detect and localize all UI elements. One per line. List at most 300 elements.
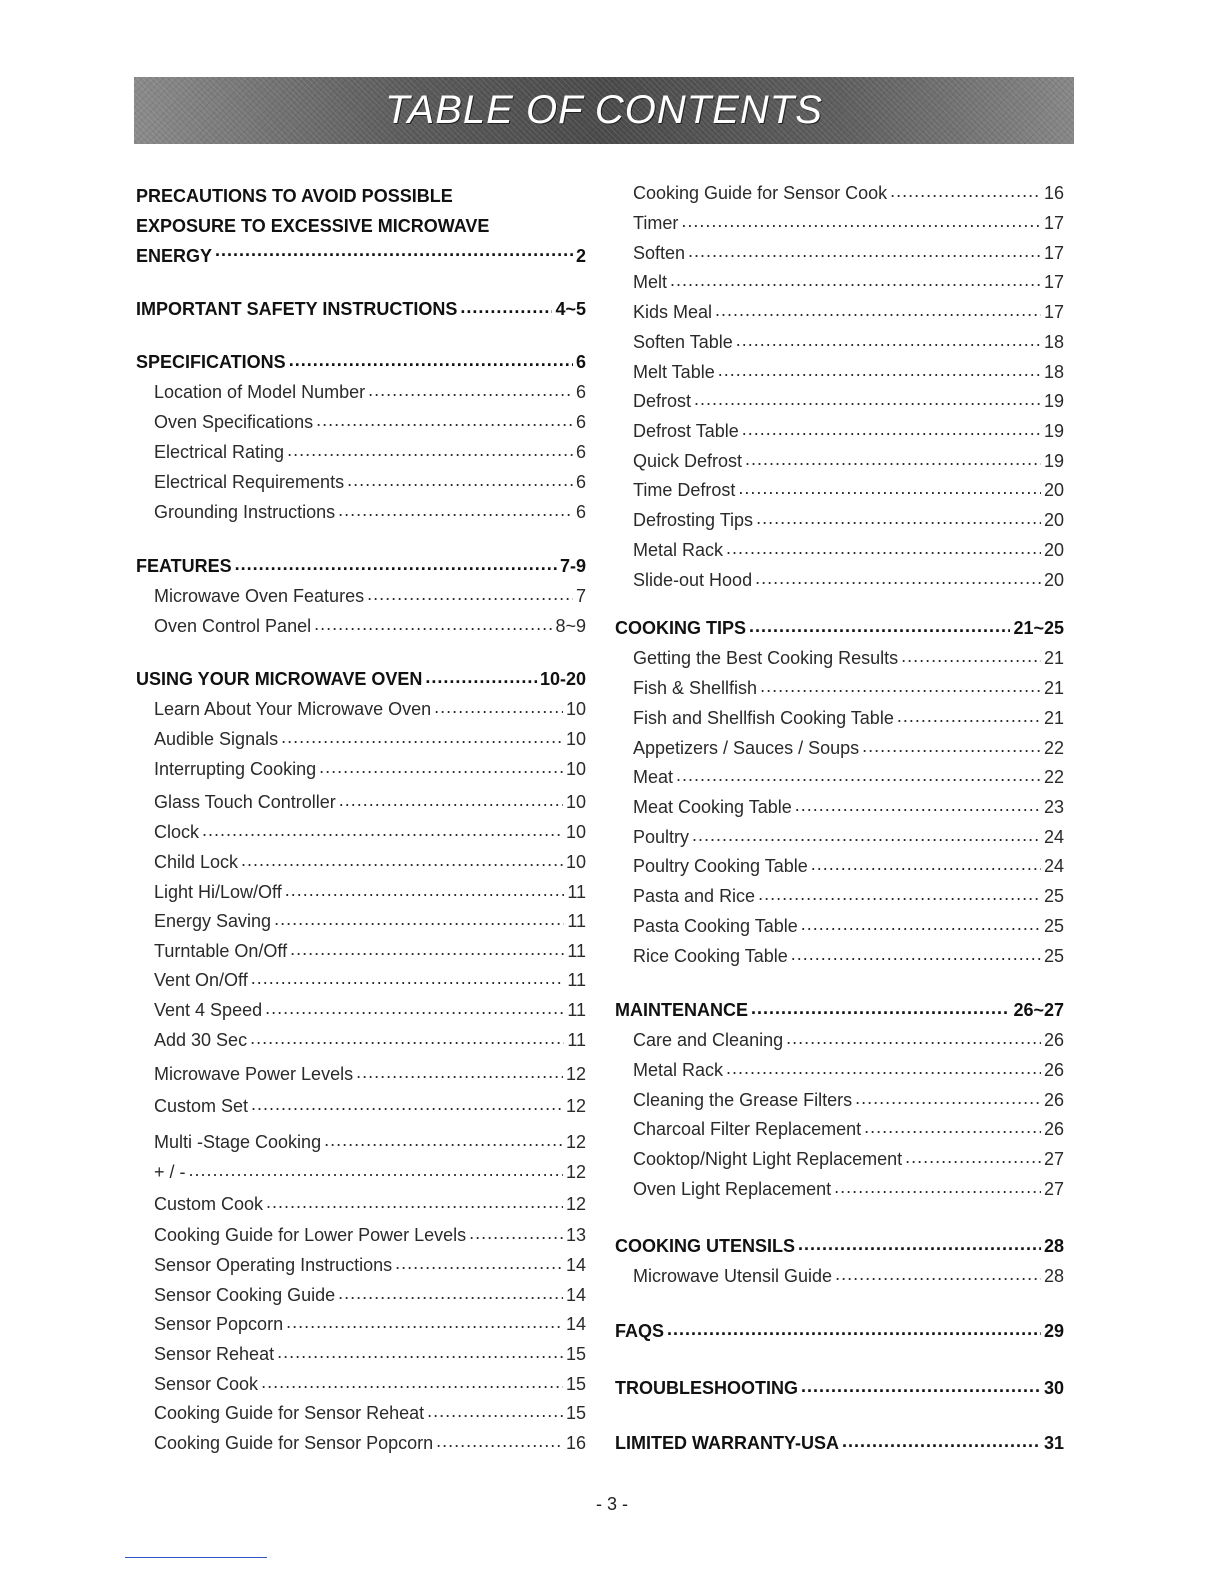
toc-page: 26~27: [1013, 1000, 1064, 1020]
toc-item[interactable]: [615, 419, 1064, 442]
toc-item[interactable]: [136, 1401, 586, 1424]
page-title: TABLE OF CONTENTS: [385, 88, 823, 132]
toc-label: USING YOUR MICROWAVE OVEN: [136, 669, 423, 689]
toc-label: PRECAUTIONS TO AVOID POSSIBLE: [136, 186, 453, 206]
toc-label: Poultry: [633, 827, 690, 847]
toc-page: 16: [1043, 183, 1064, 203]
toc-page: 10: [565, 759, 586, 779]
toc-label: Defrosting Tips: [633, 510, 754, 530]
toc-page: 17: [1043, 243, 1064, 263]
dot-leader: [758, 884, 1041, 902]
dot-leader: [676, 765, 1041, 783]
toc-page: 11: [567, 970, 586, 990]
toc-label: LIMITED WARRANTY-USA: [615, 1433, 839, 1453]
toc-page: 27: [1043, 1179, 1064, 1199]
toc-item[interactable]: [615, 646, 1064, 669]
toc-page: 19: [1043, 421, 1064, 441]
toc-label: Cleaning the Grease Filters: [633, 1090, 853, 1110]
toc-page: 13: [565, 1225, 586, 1245]
toc-label: Meat: [633, 767, 674, 787]
toc-page: 14: [565, 1255, 586, 1275]
dot-leader: [791, 944, 1041, 962]
toc-page: 12: [565, 1132, 586, 1152]
toc-section-cooking-tips[interactable]: [615, 616, 1064, 639]
dot-leader: [801, 914, 1041, 932]
toc-item[interactable]: [136, 1192, 586, 1215]
dot-leader: [801, 1376, 1041, 1394]
toc-page: 25: [1043, 916, 1064, 936]
toc-page: 19: [1043, 391, 1064, 411]
toc-item[interactable]: [136, 1160, 586, 1183]
toc-label: Appetizers / Sauces / Soups: [633, 738, 860, 758]
dot-leader: [751, 998, 1010, 1016]
dot-leader: [285, 880, 565, 898]
toc-label: COOKING UTENSILS: [615, 1236, 796, 1256]
toc-page: 6: [575, 352, 586, 372]
toc-item[interactable]: [136, 1094, 586, 1117]
toc-section-troubleshooting[interactable]: [615, 1376, 1064, 1399]
toc-page: 15: [565, 1403, 586, 1423]
toc-item[interactable]: [615, 330, 1064, 353]
toc-label: Vent 4 Speed: [154, 1000, 263, 1020]
dot-leader: [681, 211, 1041, 229]
toc-page: 7-9: [559, 556, 586, 576]
toc-label: Electrical Rating: [154, 442, 285, 462]
toc-label: Melt: [633, 272, 668, 292]
dot-leader: [786, 1028, 1041, 1046]
toc-item[interactable]: [136, 998, 586, 1021]
dot-leader: [795, 795, 1041, 813]
dot-leader: [811, 854, 1041, 872]
toc-page: 11: [567, 1030, 586, 1050]
toc-label: Interrupting Cooking: [154, 759, 317, 779]
toc-page: 6: [575, 442, 586, 462]
toc-label: Multi -Stage Cooking: [154, 1132, 322, 1152]
dot-leader: [235, 554, 557, 572]
dot-leader: [338, 500, 573, 518]
toc-label: Slide-out Hood: [633, 570, 753, 590]
dot-leader: [855, 1088, 1041, 1106]
toc-page: 10: [565, 822, 586, 842]
toc-page: 24: [1043, 827, 1064, 847]
dot-leader: [316, 410, 573, 428]
toc-page: 11: [567, 882, 586, 902]
toc-item[interactable]: [136, 939, 586, 962]
toc-page: 10: [565, 852, 586, 872]
toc-page: 11: [567, 911, 586, 931]
toc-label: Turntable On/Off: [154, 941, 288, 961]
toc-page: 15: [565, 1344, 586, 1364]
dot-leader: [842, 1431, 1041, 1449]
toc-page: 25: [1043, 946, 1064, 966]
toc-label: EXPOSURE TO EXCESSIVE MICROWAVE: [136, 216, 490, 236]
toc-item[interactable]: [615, 914, 1064, 937]
toc-label: Add 30 Sec: [154, 1030, 248, 1050]
toc-page: 2: [575, 246, 586, 266]
toc-label: Cooking Guide for Sensor Popcorn: [154, 1433, 434, 1453]
toc-page: 6: [575, 382, 586, 402]
toc-label: Kids Meal: [633, 302, 713, 322]
toc-item[interactable]: [136, 968, 586, 991]
toc-page: 6: [575, 502, 586, 522]
toc-label: Custom Cook: [154, 1194, 264, 1214]
toc-page: 17: [1043, 302, 1064, 322]
toc-item[interactable]: [136, 614, 586, 637]
dot-leader: [251, 968, 565, 986]
toc-item[interactable]: [136, 470, 586, 493]
toc-label: Fish & Shellfish: [633, 678, 758, 698]
dot-leader: [286, 1312, 563, 1330]
toc-page: 23: [1043, 797, 1064, 817]
toc-page: 22: [1043, 738, 1064, 758]
toc-label: Metal Rack: [633, 540, 724, 560]
toc-item[interactable]: [136, 697, 586, 720]
toc-section-warranty[interactable]: [615, 1431, 1064, 1454]
toc-section-utensils[interactable]: [615, 1234, 1064, 1257]
dot-leader: [241, 850, 563, 868]
toc-item[interactable]: [136, 727, 586, 750]
toc-label: Glass Touch Controller: [154, 792, 336, 812]
toc-item[interactable]: [136, 1253, 586, 1276]
toc-item[interactable]: [136, 380, 586, 403]
toc-label: Custom Set: [154, 1096, 249, 1116]
toc-label: COOKING TIPS: [615, 618, 747, 638]
toc-page: 11: [567, 1000, 586, 1020]
toc-label: Oven Specifications: [154, 412, 314, 432]
toc-section-specifications[interactable]: [136, 350, 586, 373]
dot-leader: [202, 820, 563, 838]
toc-label: Care and Cleaning: [633, 1030, 784, 1050]
toc-item[interactable]: [136, 757, 586, 780]
toc-item[interactable]: [615, 1147, 1064, 1170]
dot-leader: [715, 300, 1041, 318]
dot-leader: [834, 1177, 1041, 1195]
dot-leader: [890, 181, 1041, 199]
toc-page: 26: [1043, 1119, 1064, 1139]
toc-page: 17: [1043, 213, 1064, 233]
toc-item[interactable]: [615, 300, 1064, 323]
toc-item[interactable]: [615, 706, 1064, 729]
toc-label: Location of Model Number: [154, 382, 366, 402]
toc-label: FEATURES: [136, 556, 232, 576]
toc-page: 28: [1043, 1266, 1064, 1286]
toc-section-precautions[interactable]: [136, 181, 586, 271]
toc-label: FAQS: [615, 1321, 665, 1341]
toc-section-maintenance[interactable]: [615, 998, 1064, 1021]
toc-page: 28: [1043, 1236, 1064, 1256]
dot-leader: [319, 757, 563, 775]
dot-leader: [290, 939, 564, 957]
dot-leader: [718, 360, 1041, 378]
toc-label: Sensor Reheat: [154, 1344, 275, 1364]
toc-item[interactable]: [136, 1372, 586, 1395]
toc-item[interactable]: [136, 500, 586, 523]
toc-page: 12: [565, 1064, 586, 1084]
toc-page: 25: [1043, 886, 1064, 906]
dot-leader: [460, 297, 552, 315]
toc-page: 10-20: [539, 669, 586, 689]
toc-section-faqs[interactable]: [615, 1319, 1064, 1342]
toc-item[interactable]: [615, 884, 1064, 907]
toc-label: Pasta and Rice: [633, 886, 756, 906]
toc-page: 18: [1043, 362, 1064, 382]
toc-item[interactable]: [615, 854, 1064, 877]
toc-page: 22: [1043, 767, 1064, 787]
dot-leader: [261, 1372, 563, 1390]
toc-label: Time Defrost: [633, 480, 736, 500]
toc-page: 10: [565, 792, 586, 812]
toc-label: Oven Control Panel: [154, 616, 312, 636]
dot-leader: [755, 568, 1041, 586]
toc-item[interactable]: [136, 410, 586, 433]
toc-item[interactable]: [615, 508, 1064, 531]
dot-leader: [736, 330, 1041, 348]
dot-leader: [760, 676, 1041, 694]
dot-leader: [905, 1147, 1041, 1165]
toc-page: 20: [1043, 540, 1064, 560]
dot-leader: [427, 1401, 563, 1419]
toc-item[interactable]: [615, 795, 1064, 818]
dot-leader: [436, 1431, 563, 1449]
toc-item[interactable]: [615, 181, 1064, 204]
toc-label: Timer: [633, 213, 679, 233]
toc-item[interactable]: [615, 449, 1064, 472]
toc-item[interactable]: [615, 1264, 1064, 1287]
dot-leader: [347, 470, 573, 488]
page-number: - 3 -: [595, 1494, 628, 1514]
toc-page: 26: [1043, 1030, 1064, 1050]
dot-leader: [425, 667, 537, 685]
toc-label: Meat Cooking Table: [633, 797, 792, 817]
toc-page: 12: [565, 1162, 586, 1182]
toc-label: Oven Light Replacement: [633, 1179, 832, 1199]
toc-item[interactable]: [136, 850, 586, 873]
dot-leader: [434, 697, 563, 715]
toc-page: 10: [565, 699, 586, 719]
toc-page: 14: [565, 1285, 586, 1305]
toc-label: Learn About Your Microwave Oven: [154, 699, 432, 719]
toc-page: 16: [565, 1433, 586, 1453]
dot-leader: [289, 350, 573, 368]
toc-label: Melt Table: [633, 362, 715, 382]
toc-item[interactable]: [615, 676, 1064, 699]
toc-label: Vent On/Off: [154, 970, 248, 990]
toc-page: 21: [1043, 678, 1064, 698]
toc-item[interactable]: [136, 1312, 586, 1335]
dot-leader: [798, 1234, 1041, 1252]
toc-item[interactable]: [615, 538, 1064, 561]
dot-leader: [864, 1117, 1041, 1135]
toc-page: 26: [1043, 1090, 1064, 1110]
toc-page: 18: [1043, 332, 1064, 352]
toc-label: Charcoal Filter Replacement: [633, 1119, 862, 1139]
toc-item[interactable]: [615, 1088, 1064, 1111]
dot-leader: [395, 1253, 563, 1271]
toc-page: 26: [1043, 1060, 1064, 1080]
footer-rule: [125, 1557, 267, 1558]
toc-section-features[interactable]: [136, 554, 586, 577]
toc-item[interactable]: [615, 1028, 1064, 1051]
dot-leader: [250, 1028, 564, 1046]
toc-label: Microwave Oven Features: [154, 586, 365, 606]
toc-item[interactable]: [136, 880, 586, 903]
toc-page: 29: [1043, 1321, 1064, 1341]
toc-label: TROUBLESHOOTING: [615, 1378, 798, 1398]
toc-label: IMPORTANT SAFETY INSTRUCTIONS: [136, 299, 458, 319]
toc-label: Grounding Instructions: [154, 502, 336, 522]
dot-leader: [862, 736, 1041, 754]
dot-leader: [726, 538, 1041, 556]
toc-page: 20: [1043, 570, 1064, 590]
toc-label: ENERGY: [136, 246, 213, 266]
toc-item[interactable]: [136, 440, 586, 463]
dot-leader: [287, 440, 573, 458]
dot-leader: [368, 380, 573, 398]
toc-label: Sensor Operating Instructions: [154, 1255, 393, 1275]
toc-page: 20: [1043, 510, 1064, 530]
toc-page: 11: [567, 941, 586, 961]
toc-item[interactable]: [136, 1283, 586, 1306]
dot-leader: [339, 790, 563, 808]
dot-leader: [367, 584, 573, 602]
toc-label: Electrical Requirements: [154, 472, 345, 492]
dot-leader: [694, 389, 1041, 407]
toc-label: Cooking Guide for Lower Power Levels: [154, 1225, 467, 1245]
toc-label: Getting the Best Cooking Results: [633, 648, 899, 668]
toc-left-column: [136, 0, 586, 1584]
toc-item[interactable]: [615, 568, 1064, 591]
dot-leader: [251, 1094, 563, 1112]
toc-item[interactable]: [136, 1342, 586, 1365]
toc-item[interactable]: [615, 736, 1064, 759]
toc-right-column: [615, 0, 1064, 1584]
toc-section-using[interactable]: [136, 667, 586, 690]
toc-page: 30: [1043, 1378, 1064, 1398]
toc-item[interactable]: [615, 211, 1064, 234]
dot-leader: [726, 1058, 1041, 1076]
toc-page: 6: [575, 412, 586, 432]
toc-item[interactable]: [615, 1177, 1064, 1200]
toc-page: 15: [565, 1374, 586, 1394]
toc-item[interactable]: [136, 1028, 586, 1051]
dot-leader: [324, 1130, 563, 1148]
toc-item[interactable]: [136, 1130, 586, 1153]
toc-label: Cooking Guide for Sensor Cook: [633, 183, 888, 203]
toc-page: 8~9: [555, 616, 586, 636]
toc-page: 10: [565, 729, 586, 749]
dot-leader: [274, 909, 564, 927]
toc-page: 12: [565, 1096, 586, 1116]
dot-leader: [692, 825, 1041, 843]
toc-label: Soften Table: [633, 332, 733, 352]
toc-item[interactable]: [136, 1062, 586, 1085]
toc-label: + / -: [154, 1162, 186, 1182]
toc-item[interactable]: [615, 241, 1064, 264]
toc-label: Microwave Utensil Guide: [633, 1266, 833, 1286]
dot-leader: [281, 727, 563, 745]
toc-item[interactable]: [136, 909, 586, 932]
toc-item[interactable]: [615, 389, 1064, 412]
dot-leader: [745, 449, 1041, 467]
toc-page: 21: [1043, 648, 1064, 668]
toc-label: Fish and Shellfish Cooking Table: [633, 708, 894, 728]
toc-page: 4~5: [555, 299, 586, 319]
dot-leader: [835, 1264, 1041, 1282]
toc-section-safety[interactable]: [136, 297, 586, 320]
toc-item[interactable]: [615, 1058, 1064, 1081]
toc-label: Pasta Cooking Table: [633, 916, 798, 936]
dot-leader: [338, 1283, 563, 1301]
toc-item[interactable]: [615, 1117, 1064, 1140]
toc-label: Rice Cooking Table: [633, 946, 788, 966]
toc-item[interactable]: [615, 944, 1064, 967]
toc-label: Microwave Power Levels: [154, 1064, 354, 1084]
toc-page: 14: [565, 1314, 586, 1334]
toc-label: Defrost: [633, 391, 692, 411]
toc-label: Energy Saving: [154, 911, 272, 931]
toc-label: Cooking Guide for Sensor Reheat: [154, 1403, 425, 1423]
toc-label: Clock: [154, 822, 200, 842]
dot-leader: [670, 270, 1041, 288]
dot-leader: [756, 508, 1041, 526]
toc-page: 12: [565, 1194, 586, 1214]
toc-item[interactable]: [136, 820, 586, 843]
toc-item[interactable]: [615, 360, 1064, 383]
dot-leader: [356, 1062, 563, 1080]
toc-page: 6: [575, 472, 586, 492]
dot-leader: [667, 1319, 1041, 1337]
toc-item[interactable]: [136, 1431, 586, 1454]
dot-leader: [901, 646, 1041, 664]
toc-page: 19: [1043, 451, 1064, 471]
dot-leader: [469, 1223, 563, 1241]
toc-item[interactable]: [615, 825, 1064, 848]
toc-label: Defrost Table: [633, 421, 739, 441]
dot-leader: [266, 1192, 563, 1210]
dot-leader: [738, 478, 1041, 496]
dot-leader: [749, 616, 1010, 634]
toc-label: Sensor Cook: [154, 1374, 259, 1394]
toc-label: Light Hi/Low/Off: [154, 882, 282, 902]
toc-page: 17: [1043, 272, 1064, 292]
toc-page: 21: [1043, 708, 1064, 728]
toc-label: MAINTENANCE: [615, 1000, 748, 1020]
toc-label: Soften: [633, 243, 686, 263]
toc-label: Child Lock: [154, 852, 239, 872]
toc-label: SPECIFICATIONS: [136, 352, 286, 372]
toc-item[interactable]: [136, 790, 586, 813]
toc-label: Audible Signals: [154, 729, 279, 749]
toc-item[interactable]: [615, 765, 1064, 788]
dot-leader: [688, 241, 1041, 259]
toc-label: Sensor Cooking Guide: [154, 1285, 336, 1305]
dot-leader: [189, 1160, 563, 1178]
toc-page: 7: [575, 586, 586, 606]
toc-item[interactable]: [615, 478, 1064, 501]
toc-page: 24: [1043, 856, 1064, 876]
toc-label: Metal Rack: [633, 1060, 724, 1080]
toc-label: Poultry Cooking Table: [633, 856, 808, 876]
dot-leader: [314, 614, 552, 632]
toc-item[interactable]: [136, 1223, 586, 1246]
toc-item[interactable]: [615, 270, 1064, 293]
dot-leader: [897, 706, 1041, 724]
toc-label: Quick Defrost: [633, 451, 743, 471]
dot-leader: [742, 419, 1041, 437]
toc-item[interactable]: [136, 584, 586, 607]
toc-page: 20: [1043, 480, 1064, 500]
toc-label: Sensor Popcorn: [154, 1314, 284, 1334]
